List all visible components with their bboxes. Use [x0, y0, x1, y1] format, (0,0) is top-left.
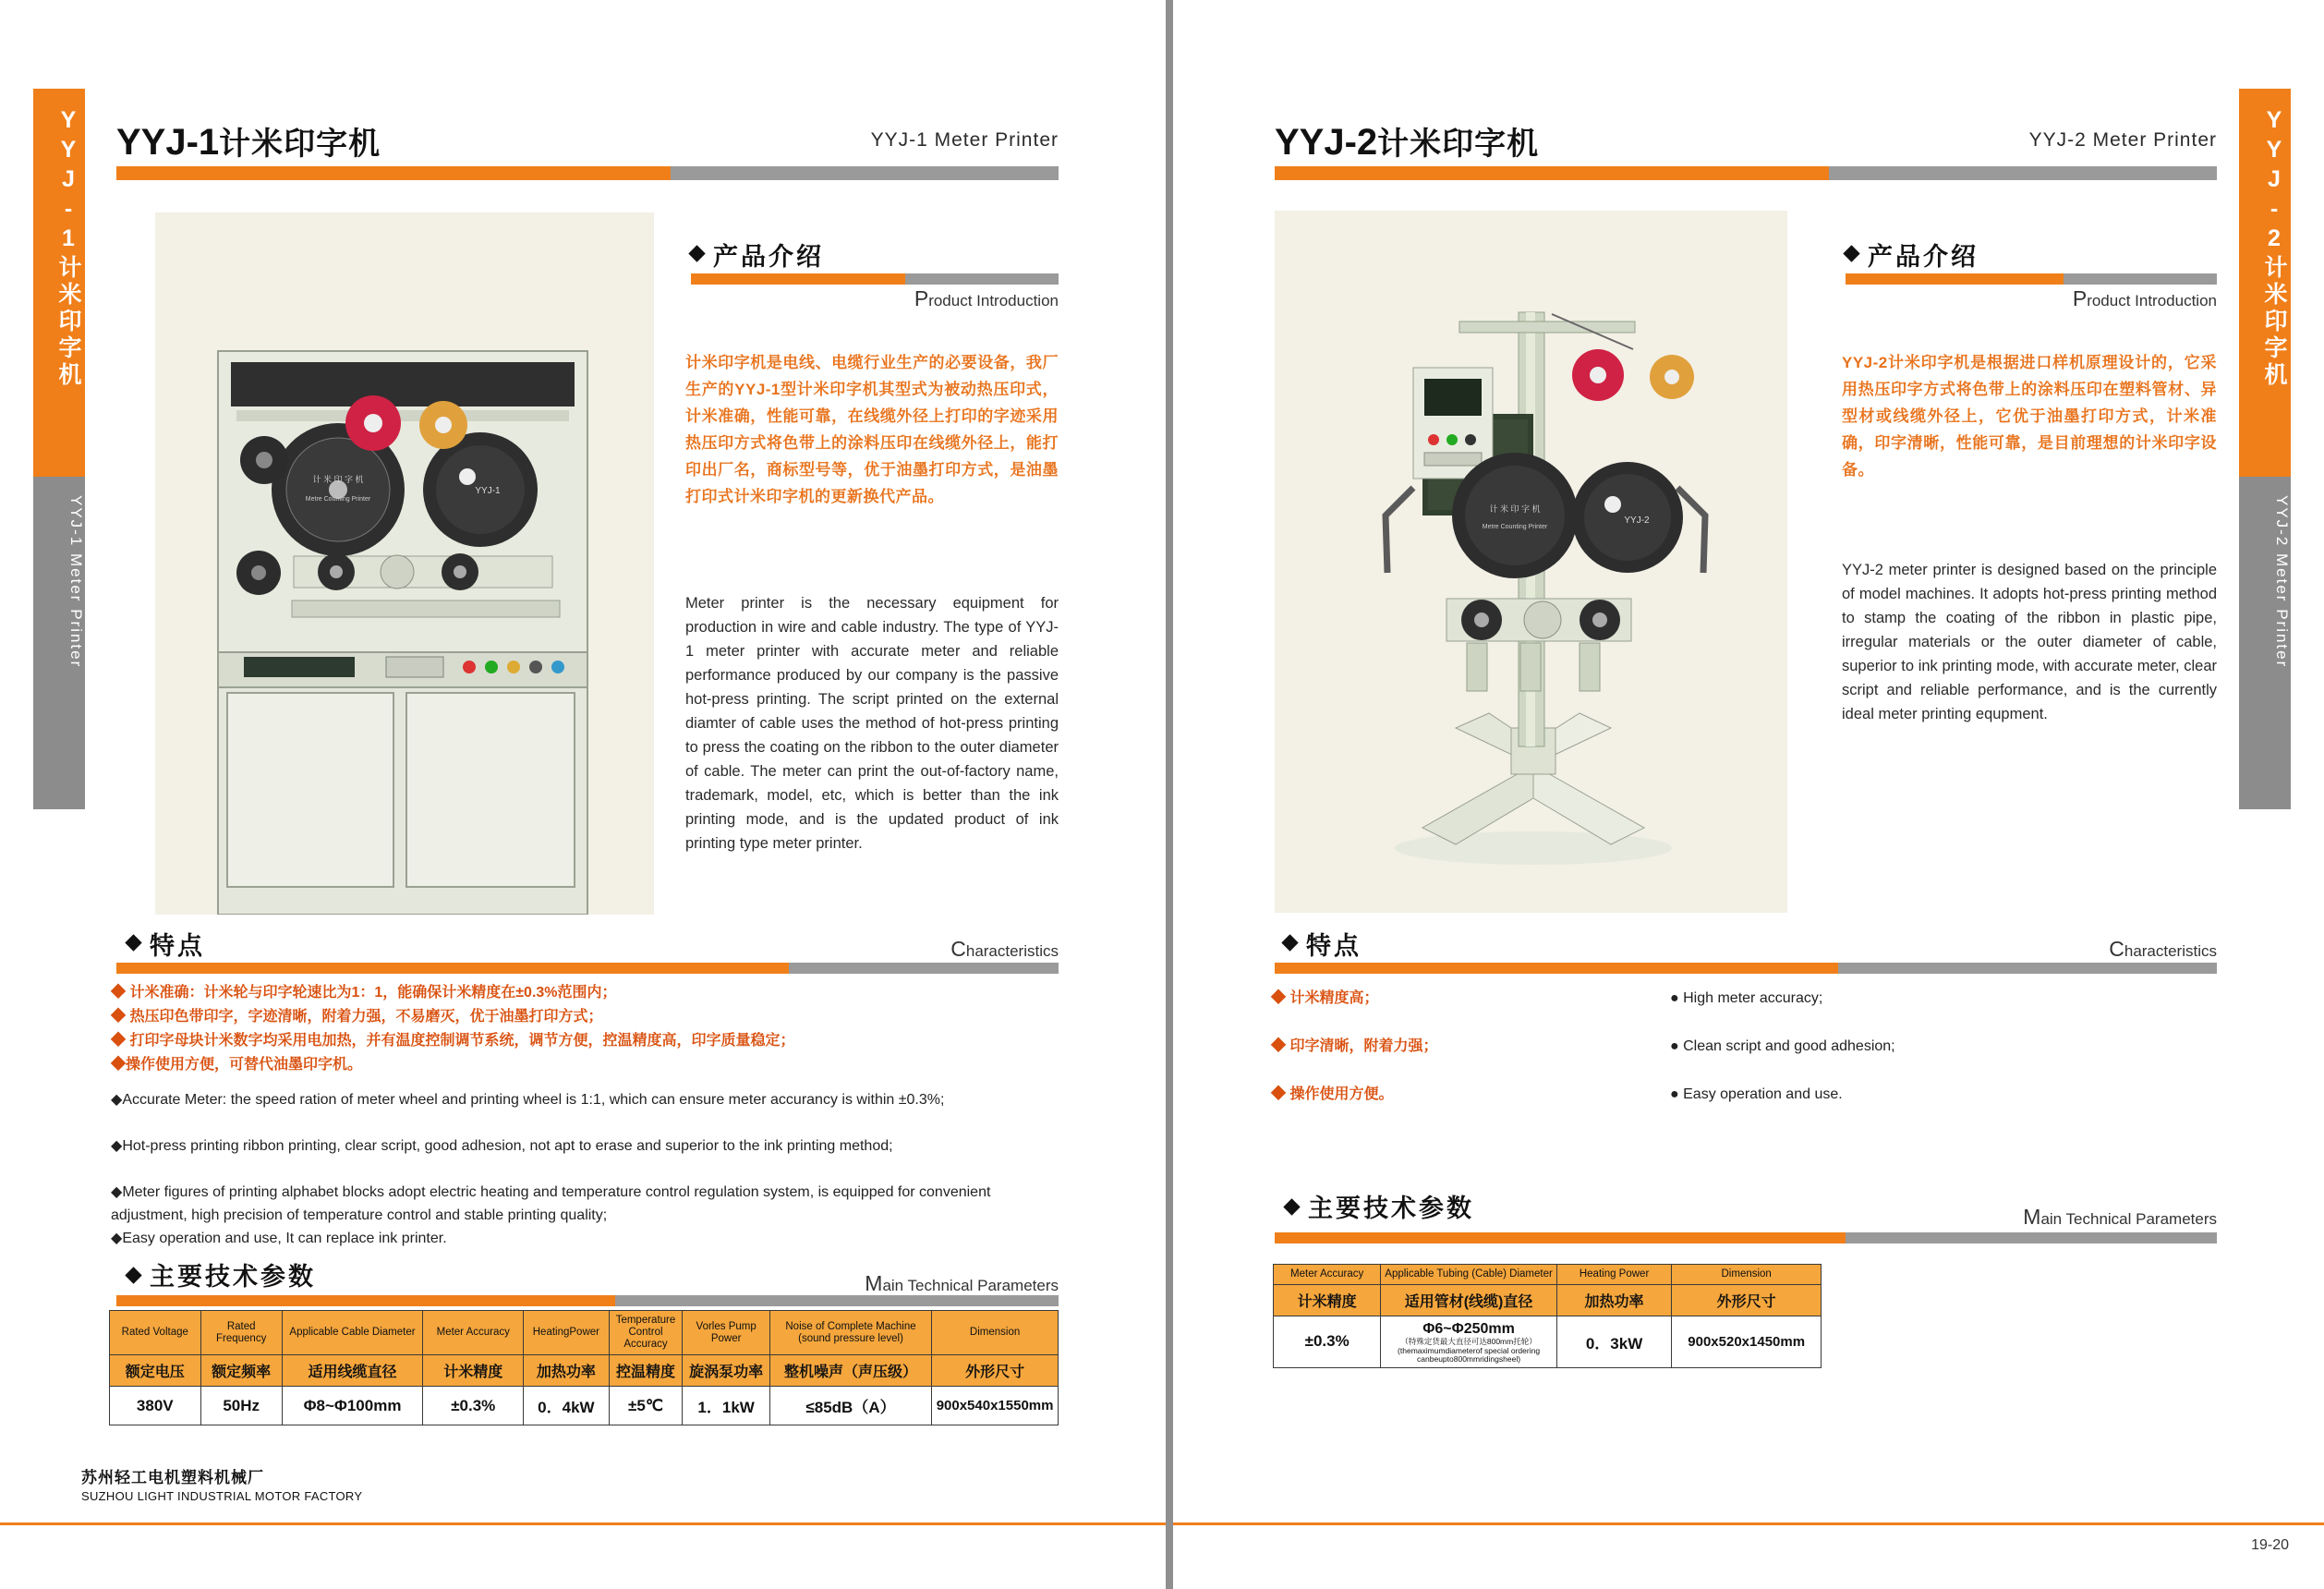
left-intro-en-rest: roduct Introduction — [928, 292, 1059, 309]
left-params-bar — [116, 1295, 1059, 1306]
right-intro-cn: YYJ-2计米印字机是根据进口样机原理设计的，它采用热压印字方式将色带上的涂料压印在塑料管材、异型材或线缆外径上，它优于油墨打印方式，计米准确，印字清晰，性能可靠，是目前理想的计米印字设备。 — [1842, 354, 2217, 479]
r-td-val-1: Φ6~Φ250mm — [1422, 1321, 1515, 1337]
left-intro-en: Meter printer is the necessary equipment for production in wire and cable industry. The type of YYJ-1 meter printer with accurate meter and reliable performance produced by our company is the passive hot-press printing. The script printed on the external diamter of cable uses the method of hot-press printing to press the coating on the ribbon to the outer diameter of cable. The meter can print the out-of-factory name, trademark, model, etc, which is better than the ink printing mode, and is the updated product of ink printing type meter printer. — [685, 595, 1059, 852]
right-char-en-cap: C — [2109, 937, 2124, 961]
r-td-val-3: 900x520x1450mm — [1672, 1316, 1822, 1368]
left-intro-bar — [691, 273, 1059, 285]
right-char-en-3 — [1670, 1083, 2187, 1106]
left-characteristics-bar — [116, 963, 1059, 974]
table-header-row-cn — [1274, 1285, 1822, 1316]
left-char-en-text-4: Easy operation and use, It can replace ink printer. — [122, 1231, 447, 1246]
left-params-title: 主要技术参数 — [150, 1263, 316, 1291]
right-char-cn-3 — [1271, 1083, 1668, 1106]
right-header — [1275, 118, 2217, 161]
right-char-cn-text-2: 印字清晰，附着力强； — [1289, 1038, 1438, 1054]
th-en-4: HeatingPower — [524, 1311, 609, 1355]
r-td-val-2: 0．3kW — [1556, 1316, 1672, 1368]
left-side-tab-cn-label: YYJ-1计米印字机 — [55, 107, 81, 389]
right-intro-title-en — [2073, 286, 2217, 311]
right-characteristics-bar — [1275, 963, 2217, 974]
bullet-diamond-icon: ◆ — [1271, 1038, 1287, 1054]
bullet-diamond-icon: ◆ — [111, 985, 127, 1001]
r-th-cn-2: 加热功率 — [1556, 1285, 1672, 1316]
left-char-cn-text-3: 打印字母块计米数字均采用电加热，并有温度控制调节系统，调节方便，控温精度高，印字质量稳定； — [129, 1033, 795, 1049]
right-params-en-cap: M — [2023, 1205, 2041, 1229]
r-td-note-cn: （特殊定货最大直径可达800mm托轮） — [1400, 1337, 1537, 1346]
r-td-note-en: (themaximumdiameterof special ordering canbeupto800mmridingsheel) — [1398, 1345, 1541, 1364]
right-char-bar-grey — [1838, 963, 2217, 974]
right-side-tab — [2239, 89, 2291, 809]
right-header-model: YYJ-2 — [1275, 122, 1378, 163]
th-en-0: Rated Voltage — [110, 1311, 201, 1355]
th-cn-4: 加热功率 — [524, 1355, 609, 1387]
r-td-val-0: ±0.3% — [1274, 1316, 1381, 1368]
th-cn-1: 额定频率 — [200, 1355, 282, 1387]
td-val-6: 1．1kW — [683, 1387, 769, 1425]
left-char-en-3 — [111, 1181, 1059, 1227]
left-intro-cn: 计米印字机是电线、电缆行业生产的必要设备，我厂生产的YYJ-1型计米印字机其型式为被动热压印式，计米准确，性能可靠，在线缆外径上打印的字迹采用热压印方式将色带上的涂料压印在线缆外径上，能打印出厂名，商标型号等，优于油墨打印方式，是油墨打印式计米印字机的更新换代产品。 — [685, 354, 1059, 505]
left-params-table — [109, 1310, 1059, 1425]
characteristics-diamond-icon — [1281, 934, 1298, 951]
intro-diamond-icon — [688, 245, 705, 261]
right-char-en-text-1: High meter accuracy; — [1683, 990, 1823, 1006]
right-char-en-text-2: Clean script and good adhesion; — [1683, 1038, 1895, 1054]
th-cn-0: 额定电压 — [110, 1355, 201, 1387]
right-params-bar-orange — [1275, 1232, 1846, 1243]
td-val-0: 380V — [110, 1387, 201, 1425]
bullet-diamond-icon: ◆ — [111, 1009, 127, 1025]
right-intro-en: YYJ-2 meter printer is designed based on the principle of model machines. It adopts hot-press printing method to stamp the coating of the ribbon in plastic pipe, irregular materials or the outer diameter of cable, superior to ink printing mode, with accurate meter, clear script and reliable performance, and is the currently ideal meter printing equpment. — [1842, 562, 2217, 722]
th-cn-3: 计米精度 — [423, 1355, 524, 1387]
params-diamond-icon — [125, 1267, 141, 1283]
r-th-en-0: Meter Accuracy — [1274, 1265, 1381, 1285]
right-page — [1173, 0, 2324, 1589]
table-header-row-en — [110, 1311, 1059, 1355]
bullet-diamond-icon: ◆ — [111, 1138, 123, 1154]
td-val-4: 0．4kW — [524, 1387, 609, 1425]
bullet-diamond-icon: ◆ — [111, 1231, 123, 1246]
left-characteristics-title-en — [950, 937, 1059, 962]
right-params-en-rest: ain Technical Parameters — [2040, 1210, 2217, 1228]
left-char-en-1 — [111, 1088, 1059, 1111]
bullet-diamond-icon: ◆ — [111, 1184, 123, 1200]
svg-text:YYJ-1: YYJ-1 — [475, 486, 501, 496]
left-intro-en-cap: P — [914, 286, 929, 310]
left-char-cn-text-1: 计米准确：计米轮与印字轮速比为1：1，能确保计米精度在±0.3%范围内； — [129, 985, 617, 1001]
left-char-cn-3 — [111, 1029, 1059, 1052]
left-header-bar — [116, 166, 1059, 180]
right-char-bar-orange — [1275, 963, 1838, 974]
svg-text:计 米 印 字 机: 计 米 印 字 机 — [312, 475, 364, 484]
svg-text:Metre Counting Printer: Metre Counting Printer — [305, 496, 371, 503]
right-characteristics-title: 特点 — [1306, 932, 1362, 960]
left-char-en-text-1: Accurate Meter: the speed ration of meter wheel and printing wheel is 1:1, which can ensure meter accurancy is within ±0.3%; — [122, 1092, 945, 1108]
r-th-cn-0: 计米精度 — [1274, 1285, 1381, 1316]
left-product-photo — [155, 212, 654, 915]
left-header-bar-grey — [671, 166, 1059, 180]
left-footer — [81, 1464, 362, 1503]
left-char-en-4 — [111, 1227, 1059, 1250]
left-header-en: YYJ-1 Meter Printer — [870, 129, 1059, 151]
right-footer-rule — [1173, 1522, 2324, 1525]
left-footer-rule — [0, 1522, 1166, 1525]
right-char-en-1 — [1670, 987, 2187, 1010]
params-diamond-icon — [1283, 1198, 1300, 1215]
table-row — [110, 1387, 1059, 1425]
th-en-8: Dimension — [932, 1311, 1059, 1355]
right-characteristics-title-en — [2109, 937, 2217, 962]
left-params-en-cap: M — [865, 1271, 883, 1295]
th-en-6: Vorles Pump Power — [683, 1311, 769, 1355]
intro-diamond-icon — [1843, 245, 1859, 261]
right-intro-bar-grey — [2064, 273, 2217, 285]
right-char-cn-text-3: 操作使用方便。 — [1289, 1086, 1394, 1102]
left-char-cn-1 — [111, 981, 1059, 1004]
th-cn-6: 旋涡泵功率 — [683, 1355, 769, 1387]
left-char-cn-4 — [111, 1053, 1059, 1076]
bullet-diamond-icon: ◆ — [111, 1033, 127, 1049]
left-header-cn: 计米印字机 — [219, 127, 381, 162]
left-params-bar-grey — [615, 1295, 1059, 1306]
right-header-cn: 计米印字机 — [1377, 127, 1540, 162]
left-intro-bar-grey — [905, 273, 1059, 285]
r-td-val-1-cell — [1381, 1316, 1556, 1368]
table-header-row-cn — [110, 1355, 1059, 1387]
right-char-en-rest: haracteristics — [2124, 942, 2217, 960]
left-characteristics-title: 特点 — [150, 932, 205, 960]
left-intro-title-en — [914, 286, 1059, 311]
right-header-en: YYJ-2 Meter Printer — [2028, 129, 2217, 151]
page-number: 19-20 — [2251, 1537, 2289, 1553]
left-char-bar-grey — [789, 963, 1059, 974]
left-side-tab — [33, 89, 85, 809]
left-params-bar-orange — [116, 1295, 615, 1306]
table-row — [1274, 1316, 1822, 1368]
right-params-title: 主要技术参数 — [1308, 1195, 1474, 1222]
left-params-title-en — [865, 1271, 1059, 1296]
r-th-cn-1: 适用管材(线缆)直径 — [1381, 1285, 1556, 1316]
td-val-1: 50Hz — [200, 1387, 282, 1425]
bullet-diamond-icon: ◆ — [1271, 990, 1287, 1006]
right-intro-bar-orange — [1846, 273, 2064, 285]
characteristics-diamond-icon — [125, 934, 141, 951]
right-params-bar — [1275, 1232, 2217, 1243]
right-intro-title: 产品介绍 — [1868, 243, 1979, 271]
r-th-cn-3: 外形尺寸 — [1672, 1285, 1822, 1316]
right-params-table — [1273, 1264, 1822, 1368]
bullet-dot-icon: ● — [1670, 1038, 1679, 1054]
right-char-en-text-3: Easy operation and use. — [1683, 1086, 1843, 1102]
th-cn-8: 外形尺寸 — [932, 1355, 1059, 1387]
left-char-cn-text-4: 操作使用方便，可替代油墨印字机。 — [126, 1057, 363, 1073]
r-th-en-2: Heating Power — [1556, 1265, 1672, 1285]
bullet-diamond-icon: ◆ — [1271, 1086, 1287, 1102]
yyj2-machine-illustration — [1275, 211, 1787, 913]
left-char-bar-orange — [116, 963, 789, 974]
left-header — [116, 118, 1059, 161]
svg-text:YYJ-2: YYJ-2 — [1624, 516, 1650, 526]
svg-text:计 米 印 字 机: 计 米 印 字 机 — [1489, 504, 1541, 514]
th-cn-7: 整机噪声（声压级） — [769, 1355, 931, 1387]
td-val-7: ≤85dB（A） — [769, 1387, 931, 1425]
left-char-en-2 — [111, 1134, 1059, 1158]
bullet-diamond-icon: ◆ — [111, 1092, 123, 1108]
right-char-en-2 — [1670, 1035, 2187, 1058]
page-gutter — [1166, 0, 1173, 1589]
bullet-diamond-icon: ◆ — [111, 1057, 127, 1073]
bullet-dot-icon: ● — [1670, 990, 1679, 1006]
th-cn-2: 适用线缆直径 — [282, 1355, 423, 1387]
right-params-bar-grey — [1846, 1232, 2217, 1243]
right-char-cn-2 — [1271, 1035, 1668, 1058]
footer-company-en: SUZHOU LIGHT INDUSTRIAL MOTOR FACTORY — [81, 1489, 363, 1503]
left-char-cn-2 — [111, 1005, 1059, 1028]
right-side-tab-en-label: YYJ-2 Meter Printer — [2273, 495, 2291, 669]
right-header-bar-orange — [1275, 166, 1829, 180]
th-en-7: Noise of Complete Machine (sound pressure level) — [769, 1311, 931, 1355]
th-cn-5: 控温精度 — [609, 1355, 683, 1387]
left-char-en-cap: C — [950, 937, 966, 961]
right-intro-en-rest: roduct Introduction — [2087, 292, 2217, 309]
left-params-en-rest: ain Technical Parameters — [882, 1277, 1059, 1294]
table-header-row-en — [1274, 1265, 1822, 1285]
th-en-5: Temperature Control Accuracy — [609, 1311, 683, 1355]
r-th-en-1: Applicable Tubing (Cable) Diameter — [1381, 1265, 1556, 1285]
yyj1-machine-illustration — [155, 212, 654, 915]
td-val-3: ±0.3% — [423, 1387, 524, 1425]
r-th-en-3: Dimension — [1672, 1265, 1822, 1285]
right-intro-bar — [1846, 273, 2217, 285]
footer-company-cn: 苏州轻工电机塑料机械厂 — [81, 1469, 264, 1486]
right-intro-en-cap: P — [2072, 286, 2088, 310]
left-intro-bar-orange — [691, 273, 905, 285]
right-side-tab-cn-label: YYJ-2计米印字机 — [2261, 107, 2287, 389]
left-intro-title: 产品介绍 — [713, 243, 824, 271]
right-params-title-en — [2023, 1205, 2217, 1230]
right-header-bar-grey — [1829, 166, 2217, 180]
right-char-cn-1 — [1271, 987, 1668, 1010]
td-val-2: Φ8~Φ100mm — [282, 1387, 423, 1425]
td-val-5: ±5℃ — [609, 1387, 683, 1425]
left-char-en-text-2: Hot-press printing ribbon printing, clear script, good adhesion, not apt to erase and superior to the ink printing method; — [122, 1138, 893, 1154]
th-en-2: Applicable Cable Diameter — [282, 1311, 423, 1355]
left-char-en-text-3: Meter figures of printing alphabet blocks adopt electric heating and temperature control regulation system, is equipped for convenient adjustment, high precision of temperature control and stable printing quality; — [111, 1184, 991, 1223]
right-header-bar — [1275, 166, 2217, 180]
left-char-en-rest: haracteristics — [965, 942, 1059, 960]
left-header-bar-orange — [116, 166, 671, 180]
right-product-photo — [1275, 211, 1787, 913]
right-char-cn-text-1: 计米精度高； — [1289, 990, 1379, 1006]
th-en-1: Rated Frequency — [200, 1311, 282, 1355]
svg-text:Metre Counting Printer: Metre Counting Printer — [1482, 524, 1548, 530]
td-val-8: 900x540x1550mm — [932, 1387, 1059, 1425]
bullet-dot-icon: ● — [1670, 1086, 1679, 1102]
left-side-tab-en-label: YYJ-1 Meter Printer — [67, 495, 85, 669]
left-char-cn-text-2: 热压印色带印字，字迹清晰，附着力强，不易磨灭，优于油墨打印方式； — [129, 1009, 603, 1025]
left-header-model: YYJ-1 — [116, 122, 220, 163]
th-en-3: Meter Accuracy — [423, 1311, 524, 1355]
